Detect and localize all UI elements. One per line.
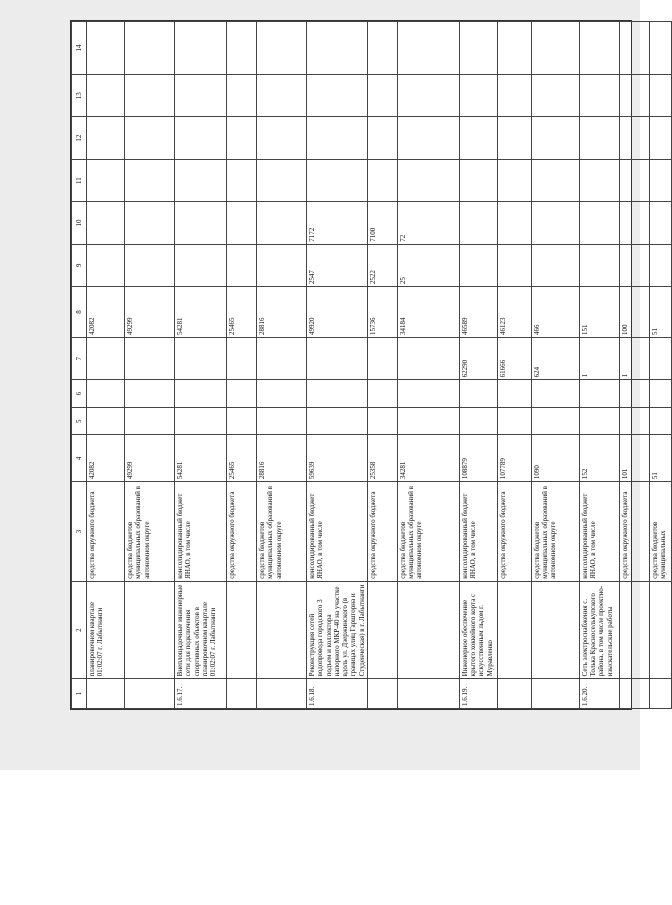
- table-row: [649, 22, 671, 709]
- value-cell: [497, 380, 531, 408]
- value-cell: [257, 380, 307, 408]
- value-cell: [175, 159, 227, 201]
- item-number-cell: [397, 679, 459, 709]
- value-cell: [257, 337, 307, 379]
- value-cell: [649, 244, 671, 286]
- value-cell: [459, 407, 497, 435]
- header-cell: 13: [72, 75, 87, 117]
- value-cell: [531, 407, 579, 435]
- value-cell: 107789: [497, 435, 531, 482]
- funding-source-cell: средства окружного бюджета: [619, 482, 649, 582]
- header-cell: 2: [72, 581, 87, 679]
- value-cell: 28816: [257, 287, 307, 338]
- value-cell: 51: [649, 287, 671, 338]
- value-cell: [175, 380, 227, 408]
- value-cell: [175, 407, 227, 435]
- value-cell: 62290: [459, 337, 497, 379]
- value-cell: 72: [397, 202, 459, 244]
- value-cell: 152: [579, 435, 619, 482]
- header-cell: 7: [72, 337, 87, 379]
- value-cell: [125, 337, 175, 379]
- value-cell: 49920: [307, 287, 368, 338]
- value-cell: [257, 244, 307, 286]
- funding-source-cell: консолидированный бюджет ЯНАО, в том числе: [579, 482, 619, 582]
- funding-source-cell: средства окружного бюджета: [227, 482, 257, 582]
- value-cell: [227, 75, 257, 117]
- value-cell: [619, 407, 649, 435]
- item-name-cell: [227, 581, 257, 679]
- value-cell: [619, 244, 649, 286]
- value-cell: [649, 159, 671, 201]
- value-cell: [367, 22, 397, 75]
- value-cell: [125, 117, 175, 159]
- rotated-table-container: [71, 21, 667, 709]
- item-name-cell: планировочном квартале 01:02:07 г. Лабытнанги: [87, 581, 125, 679]
- table-row: [459, 22, 497, 709]
- value-cell: 2522: [367, 244, 397, 286]
- funding-source-cell: средства бюджетов муниципальных образований в автономном округе: [257, 482, 307, 582]
- item-number-cell: [649, 679, 671, 709]
- table-row: [531, 22, 579, 709]
- header-cell: 9: [72, 244, 87, 286]
- value-cell: [307, 75, 368, 117]
- funding-source-cell: средства бюджетов муниципальных: [649, 482, 671, 582]
- value-cell: [649, 407, 671, 435]
- value-cell: [619, 117, 649, 159]
- item-number-cell: [619, 679, 649, 709]
- value-cell: [175, 337, 227, 379]
- funding-source-cell: средства бюджетов муниципальных образований в автономном округе: [531, 482, 579, 582]
- value-cell: [227, 407, 257, 435]
- header-cell: 4: [72, 435, 87, 482]
- value-cell: [531, 117, 579, 159]
- item-name-cell: Сеть электроснабжения с. Толька Красноселькупского района, в том числе проектно-изыскательские работы: [579, 581, 619, 679]
- value-cell: 54281: [175, 287, 227, 338]
- table-row: [257, 22, 307, 709]
- value-cell: [531, 22, 579, 75]
- value-cell: [87, 22, 125, 75]
- value-cell: [367, 380, 397, 408]
- header-cell: 11: [72, 159, 87, 201]
- value-cell: 151: [579, 287, 619, 338]
- table-row: [227, 22, 257, 709]
- item-name-cell: [397, 581, 459, 679]
- value-cell: 100: [619, 287, 649, 338]
- item-number-cell: [87, 679, 125, 709]
- table-row: [579, 22, 619, 709]
- header-cell: 5: [72, 407, 87, 435]
- value-cell: [579, 117, 619, 159]
- value-cell: [87, 380, 125, 408]
- item-name-cell: [649, 581, 671, 679]
- value-cell: [125, 407, 175, 435]
- item-number-cell: [531, 679, 579, 709]
- value-cell: [497, 244, 531, 286]
- value-cell: 1: [619, 337, 649, 379]
- value-cell: [531, 159, 579, 201]
- value-cell: [87, 407, 125, 435]
- value-cell: [497, 75, 531, 117]
- value-cell: [227, 117, 257, 159]
- header-cell: 12: [72, 117, 87, 159]
- value-cell: [649, 75, 671, 117]
- value-cell: 7100: [367, 202, 397, 244]
- value-cell: [649, 202, 671, 244]
- value-cell: [531, 202, 579, 244]
- table-row: [307, 22, 368, 709]
- value-cell: [579, 159, 619, 201]
- value-cell: [579, 202, 619, 244]
- item-name-cell: [531, 581, 579, 679]
- value-cell: [87, 117, 125, 159]
- value-cell: [497, 407, 531, 435]
- value-cell: [619, 22, 649, 75]
- value-cell: [619, 380, 649, 408]
- value-cell: 61666: [497, 337, 531, 379]
- header-cell: 6: [72, 380, 87, 408]
- value-cell: 59639: [307, 435, 368, 482]
- value-cell: [307, 407, 368, 435]
- value-cell: [367, 407, 397, 435]
- value-cell: [257, 117, 307, 159]
- value-cell: [397, 407, 459, 435]
- value-cell: 51: [649, 435, 671, 482]
- value-cell: [619, 75, 649, 117]
- value-cell: [397, 117, 459, 159]
- value-cell: 49299: [125, 287, 175, 338]
- value-cell: [459, 117, 497, 159]
- value-cell: [87, 244, 125, 286]
- value-cell: [125, 75, 175, 117]
- item-number-cell: 1.6.20.: [579, 679, 619, 709]
- value-cell: [649, 337, 671, 379]
- item-number-cell: 1.6.19.: [459, 679, 497, 709]
- value-cell: 2547: [307, 244, 368, 286]
- value-cell: [579, 244, 619, 286]
- table-row: [497, 22, 531, 709]
- item-number-cell: [257, 679, 307, 709]
- header-cell: 1: [72, 679, 87, 709]
- value-cell: 7172: [307, 202, 368, 244]
- value-cell: [227, 244, 257, 286]
- value-cell: [459, 159, 497, 201]
- value-cell: [619, 159, 649, 201]
- value-cell: [175, 117, 227, 159]
- value-cell: [125, 159, 175, 201]
- table-row: [619, 22, 649, 709]
- funding-source-cell: консолидированный бюджет ЯНАО, в том числе: [175, 482, 227, 582]
- value-cell: [125, 380, 175, 408]
- item-name-cell: [619, 581, 649, 679]
- table-row: [125, 22, 175, 709]
- value-cell: 46123: [497, 287, 531, 338]
- value-cell: [175, 202, 227, 244]
- table-row: [175, 22, 227, 709]
- value-cell: [531, 380, 579, 408]
- value-cell: [367, 117, 397, 159]
- value-cell: [175, 75, 227, 117]
- budget-table-frame: [70, 20, 667, 710]
- value-cell: [257, 159, 307, 201]
- value-cell: 25: [397, 244, 459, 286]
- value-cell: [619, 202, 649, 244]
- value-cell: [257, 22, 307, 75]
- value-cell: 25465: [227, 435, 257, 482]
- funding-source-cell: консолидированный бюджет ЯНАО, в том числе: [459, 482, 497, 582]
- item-name-cell: [367, 581, 397, 679]
- value-cell: [307, 337, 368, 379]
- value-cell: [175, 244, 227, 286]
- value-cell: 28816: [257, 435, 307, 482]
- value-cell: [459, 75, 497, 117]
- value-cell: [649, 117, 671, 159]
- value-cell: 25358: [367, 435, 397, 482]
- value-cell: [459, 22, 497, 75]
- value-cell: [227, 380, 257, 408]
- value-cell: [579, 407, 619, 435]
- item-name-cell: Реконструкция сетей водопровода городского 3 подъем и коллектора напорного МКР-40 на участке вдоль ул. Дзержинского (в границах улиц Гаршгорна и Студенческая) в г. Лабытнанги: [307, 581, 368, 679]
- value-cell: [459, 202, 497, 244]
- funding-source-cell: средства бюджетов муниципальных образований в автономном округе: [125, 482, 175, 582]
- value-cell: [397, 337, 459, 379]
- value-cell: [497, 159, 531, 201]
- value-cell: [579, 22, 619, 75]
- value-cell: [87, 202, 125, 244]
- value-cell: [459, 244, 497, 286]
- value-cell: 49299: [125, 435, 175, 482]
- value-cell: [649, 380, 671, 408]
- value-cell: [307, 22, 368, 75]
- item-name-cell: [257, 581, 307, 679]
- value-cell: [125, 202, 175, 244]
- value-cell: [497, 202, 531, 244]
- funding-source-cell: консолидированный бюджет ЯНАО, в том числе: [307, 482, 368, 582]
- value-cell: [397, 75, 459, 117]
- value-cell: [497, 117, 531, 159]
- value-cell: 1090: [531, 435, 579, 482]
- value-cell: [87, 337, 125, 379]
- header-cell: 8: [72, 287, 87, 338]
- value-cell: [397, 159, 459, 201]
- value-cell: [257, 202, 307, 244]
- value-cell: [579, 75, 619, 117]
- value-cell: [307, 159, 368, 201]
- item-number-cell: [367, 679, 397, 709]
- value-cell: 42082: [87, 435, 125, 482]
- value-cell: 34281: [397, 435, 459, 482]
- value-cell: [531, 244, 579, 286]
- item-number-cell: [227, 679, 257, 709]
- table-row: [397, 22, 459, 709]
- table-row: [367, 22, 397, 709]
- value-cell: [367, 337, 397, 379]
- value-cell: [125, 244, 175, 286]
- value-cell: [649, 22, 671, 75]
- value-cell: 25465: [227, 287, 257, 338]
- value-cell: 101: [619, 435, 649, 482]
- value-cell: [175, 22, 227, 75]
- header-cell: 3: [72, 482, 87, 582]
- funding-source-cell: средства окружного бюджета: [497, 482, 531, 582]
- value-cell: 46589: [459, 287, 497, 338]
- value-cell: [87, 75, 125, 117]
- funding-source-cell: средства окружного бюджета: [367, 482, 397, 582]
- value-cell: 15736: [367, 287, 397, 338]
- item-name-cell: Внеплощадочные инженерные сети для подключения спортивных объектов в планировочном квартале 01:02:07 г. Лабытнанги: [175, 581, 227, 679]
- value-cell: [579, 380, 619, 408]
- header-row: [72, 22, 87, 709]
- value-cell: 624: [531, 337, 579, 379]
- item-number-cell: [497, 679, 531, 709]
- value-cell: [367, 75, 397, 117]
- budget-table: [71, 21, 672, 709]
- item-name-cell: [497, 581, 531, 679]
- item-number-cell: 1.6.18.: [307, 679, 368, 709]
- value-cell: [257, 407, 307, 435]
- value-cell: 1: [579, 337, 619, 379]
- value-cell: [397, 380, 459, 408]
- value-cell: [257, 75, 307, 117]
- item-number-cell: [125, 679, 175, 709]
- value-cell: [227, 202, 257, 244]
- value-cell: [459, 380, 497, 408]
- header-cell: 10: [72, 202, 87, 244]
- value-cell: 54281: [175, 435, 227, 482]
- item-name-cell: Инженерное обеспечение крытого хоккейного корта с искусственным льдом г. Муравленко: [459, 581, 497, 679]
- funding-source-cell: средства бюджетов муниципальных образований в автономном округе: [397, 482, 459, 582]
- item-name-cell: [125, 581, 175, 679]
- value-cell: [227, 337, 257, 379]
- value-cell: 42082: [87, 287, 125, 338]
- value-cell: [497, 22, 531, 75]
- funding-source-cell: средства окружного бюджета: [87, 482, 125, 582]
- value-cell: 466: [531, 287, 579, 338]
- value-cell: [227, 22, 257, 75]
- value-cell: 34184: [397, 287, 459, 338]
- value-cell: [307, 117, 368, 159]
- header-cell: 14: [72, 22, 87, 75]
- value-cell: [307, 380, 368, 408]
- value-cell: [531, 75, 579, 117]
- value-cell: [125, 22, 175, 75]
- table-row: [87, 22, 125, 709]
- value-cell: [367, 159, 397, 201]
- value-cell: 108879: [459, 435, 497, 482]
- item-number-cell: 1.6.17.: [175, 679, 227, 709]
- value-cell: [87, 159, 125, 201]
- value-cell: [397, 22, 459, 75]
- value-cell: [227, 159, 257, 201]
